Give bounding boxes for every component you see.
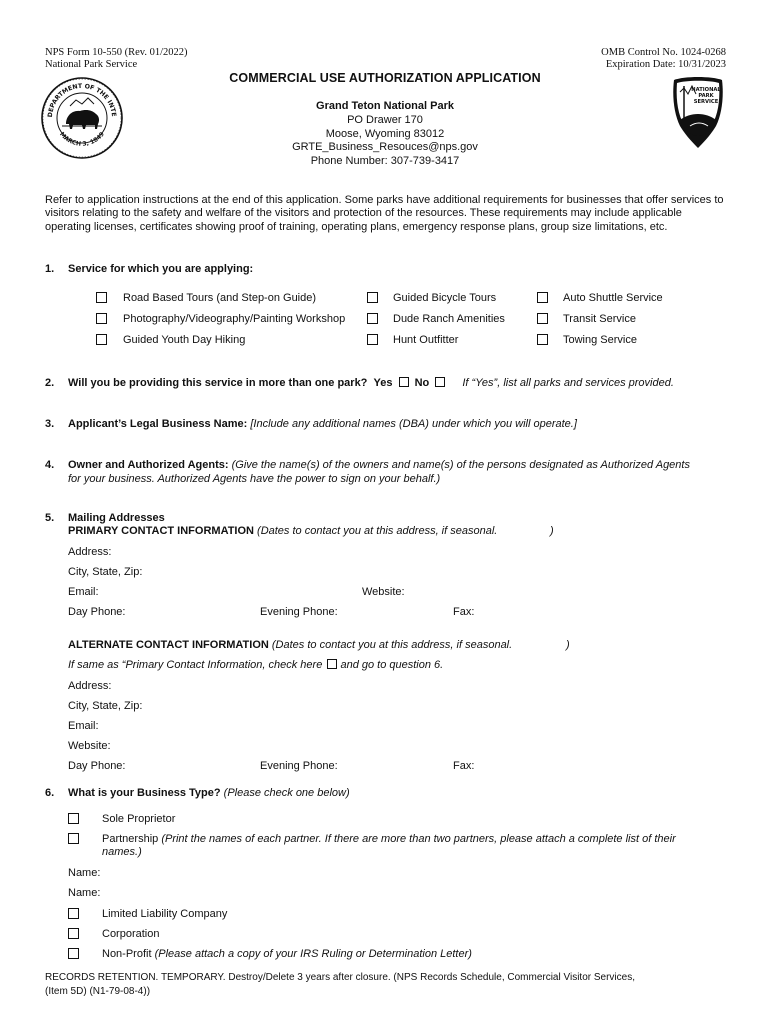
partnership-row <box>102 833 676 845</box>
option-guided-bicycle-tours: Guided Bicycle Tours <box>393 292 497 304</box>
alternate-website-label: Website: <box>68 740 111 752</box>
primary-city-label: City, State, Zip: <box>68 566 143 578</box>
q2-number: 2. <box>45 377 55 389</box>
nonprofit-row <box>102 948 472 960</box>
option-photography-workshop: Photography/Videography/Painting Workshop <box>123 313 346 325</box>
option-road-based-tours: Road Based Tours (and Step-on Guide) <box>123 292 317 304</box>
alternate-paren-close: ) <box>566 639 570 651</box>
checkbox-guided-youth-hiking[interactable] <box>96 334 107 345</box>
q4-label: Owner and Authorized Agents: <box>68 459 229 471</box>
checkbox-guided-bicycle-tours[interactable] <box>367 292 378 303</box>
alternate-contact-row <box>68 639 512 651</box>
checkbox-nonprofit[interactable] <box>68 948 79 959</box>
partner-name2-label: Name: <box>68 887 101 899</box>
records-retention-line2: (Item 5D) (N1-79-08-4)) <box>45 986 151 997</box>
q6-row <box>68 787 350 799</box>
partner-name1-label: Name: <box>68 867 101 879</box>
park-phone: Phone Number: 307-739-3417 <box>310 155 460 167</box>
option-partnership: Partnership <box>102 833 159 845</box>
checkbox-llc[interactable] <box>68 908 79 919</box>
q2-yes-label: Yes <box>373 377 393 389</box>
partnership-note-line2: names.) <box>102 846 142 858</box>
primary-contact-label: PRIMARY CONTACT INFORMATION <box>68 525 254 537</box>
partnership-note-line1: (Print the names of each partner. If there are more than two partners, please attach a complete list of their <box>161 833 676 845</box>
page-title: COMMERCIAL USE AUTHORIZATION APPLICATION <box>229 71 541 85</box>
option-dude-ranch: Dude Ranch Amenities <box>393 313 505 325</box>
agency-name: National Park Service <box>45 59 138 70</box>
alternate-email-label: Email: <box>68 720 99 732</box>
option-nonprofit: Non-Profit <box>102 948 152 960</box>
q5-label: Mailing Addresses <box>68 512 165 524</box>
primary-website-label: Website: <box>362 586 405 598</box>
q4-note-line1: (Give the name(s) of the owners and name(s) of the persons designated as Authorized Agents <box>231 459 690 471</box>
q1-number: 1. <box>45 263 55 275</box>
same-as-primary-text: If same as “Primary Contact Information, check here <box>68 659 323 671</box>
option-auto-shuttle: Auto Shuttle Service <box>563 292 663 304</box>
q6-number: 6. <box>45 787 55 799</box>
form-number: NPS Form 10-550 (Rev. 01/2022) <box>45 47 188 58</box>
option-hunt-outfitter: Hunt Outfitter <box>393 334 459 346</box>
q3-label: Applicant’s Legal Business Name: <box>68 418 248 430</box>
q3-note: [Include any additional names (DBA) under which you will operate.] <box>250 418 577 430</box>
checkbox-transit-service[interactable] <box>537 313 548 324</box>
q4-row <box>68 459 690 471</box>
primary-fax-label: Fax: <box>453 606 475 618</box>
q2-no-label: No <box>414 377 430 389</box>
svg-text:NATIONAL: NATIONAL <box>691 87 721 93</box>
primary-contact-row <box>68 525 497 537</box>
primary-email-label: Email: <box>68 586 99 598</box>
checkbox-sole-proprietor[interactable] <box>68 813 79 824</box>
checkbox-road-based-tours[interactable] <box>96 292 107 303</box>
checkbox-towing-service[interactable] <box>537 334 548 345</box>
svg-text:PARK: PARK <box>698 93 714 99</box>
park-address-line1: PO Drawer 170 <box>347 114 423 126</box>
checkbox-q2-no[interactable] <box>435 377 445 387</box>
checkbox-dude-ranch[interactable] <box>367 313 378 324</box>
park-name: Grand Teton National Park <box>316 100 454 112</box>
checkbox-hunt-outfitter[interactable] <box>367 334 378 345</box>
q3-row <box>68 418 577 430</box>
svg-text:U.S. DEPARTMENT OF THE INTERIO: DEPARTMENT OF THE INTE <box>46 82 118 118</box>
checkbox-photography-workshop[interactable] <box>96 313 107 324</box>
alternate-evening-phone-label: Evening Phone: <box>260 760 338 772</box>
q5-number: 5. <box>45 512 55 524</box>
same-as-primary-tail: and go to question 6. <box>340 659 444 671</box>
q2-label: Will you be providing this service in more than one park? <box>68 377 368 389</box>
omb-control: OMB Control No. 1024-0268 <box>601 47 726 58</box>
intro-paragraph: Refer to application instructions at the end of this application. Some parks have additional requirements for businesses that offer services to visitors relating to the safety and welfare of the visitors and protection of the resources. These requirements may include applicable operating licenses, certificates showing proof of training, operating plans, emergency response plans, group size limitations, etc. <box>45 194 724 233</box>
q2-note: If “Yes”, list all parks and services provided. <box>462 377 674 389</box>
option-sole-proprietor: Sole Proprietor <box>102 813 176 825</box>
alternate-day-phone-label: Day Phone: <box>68 760 126 772</box>
q6-note: (Please check one below) <box>223 787 350 799</box>
nonprofit-note: (Please attach a copy of your IRS Ruling or Determination Letter) <box>154 948 472 960</box>
option-towing-service: Towing Service <box>563 334 637 346</box>
q1-label: Service for which you are applying: <box>68 263 254 275</box>
park-address-line2: Moose, Wyoming 83012 <box>325 128 445 140</box>
q4-number: 4. <box>45 459 55 471</box>
checkbox-auto-shuttle[interactable] <box>537 292 548 303</box>
option-llc: Limited Liability Company <box>102 908 228 920</box>
checkbox-partnership[interactable] <box>68 833 79 844</box>
alternate-fax-label: Fax: <box>453 760 475 772</box>
primary-contact-note: (Dates to contact you at this address, if seasonal. <box>257 525 498 537</box>
q2-row <box>68 377 674 389</box>
checkbox-corporation[interactable] <box>68 928 79 939</box>
checkbox-q2-yes[interactable] <box>399 377 409 387</box>
alternate-contact-note: (Dates to contact you at this address, if seasonal. <box>271 639 513 651</box>
alternate-contact-label: ALTERNATE CONTACT INFORMATION <box>68 639 269 651</box>
q4-note-line2: for your business. Authorized Agents have the power to sign on your behalf.) <box>68 473 441 485</box>
alternate-city-label: City, State, Zip: <box>68 700 143 712</box>
q6-label: What is your Business Type? <box>68 787 221 799</box>
primary-day-phone-label: Day Phone: <box>68 606 126 618</box>
option-transit-service: Transit Service <box>563 313 636 325</box>
primary-evening-phone-label: Evening Phone: <box>260 606 338 618</box>
checkbox-same-as-primary[interactable] <box>327 659 337 669</box>
svg-text:MARCH 3, 1849: MARCH 3, 1849 <box>58 130 106 148</box>
records-retention-line1: RECORDS RETENTION. TEMPORARY. Destroy/Delete 3 years after closure. (NPS Records Schedule, Commercial Visitor Services, <box>45 972 635 983</box>
primary-address-label: Address: <box>68 546 112 558</box>
option-guided-youth-hiking: Guided Youth Day Hiking <box>123 334 246 346</box>
svg-text:SERVICE: SERVICE <box>693 99 719 105</box>
primary-paren-close: ) <box>550 525 554 537</box>
option-corporation: Corporation <box>102 928 160 940</box>
park-email: GRTE_Business_Resouces@nps.gov <box>292 141 478 153</box>
q3-number: 3. <box>45 418 55 430</box>
alternate-address-label: Address: <box>68 680 112 692</box>
same-as-primary-row <box>68 659 443 671</box>
expiration-date: Expiration Date: 10/31/2023 <box>605 59 726 70</box>
